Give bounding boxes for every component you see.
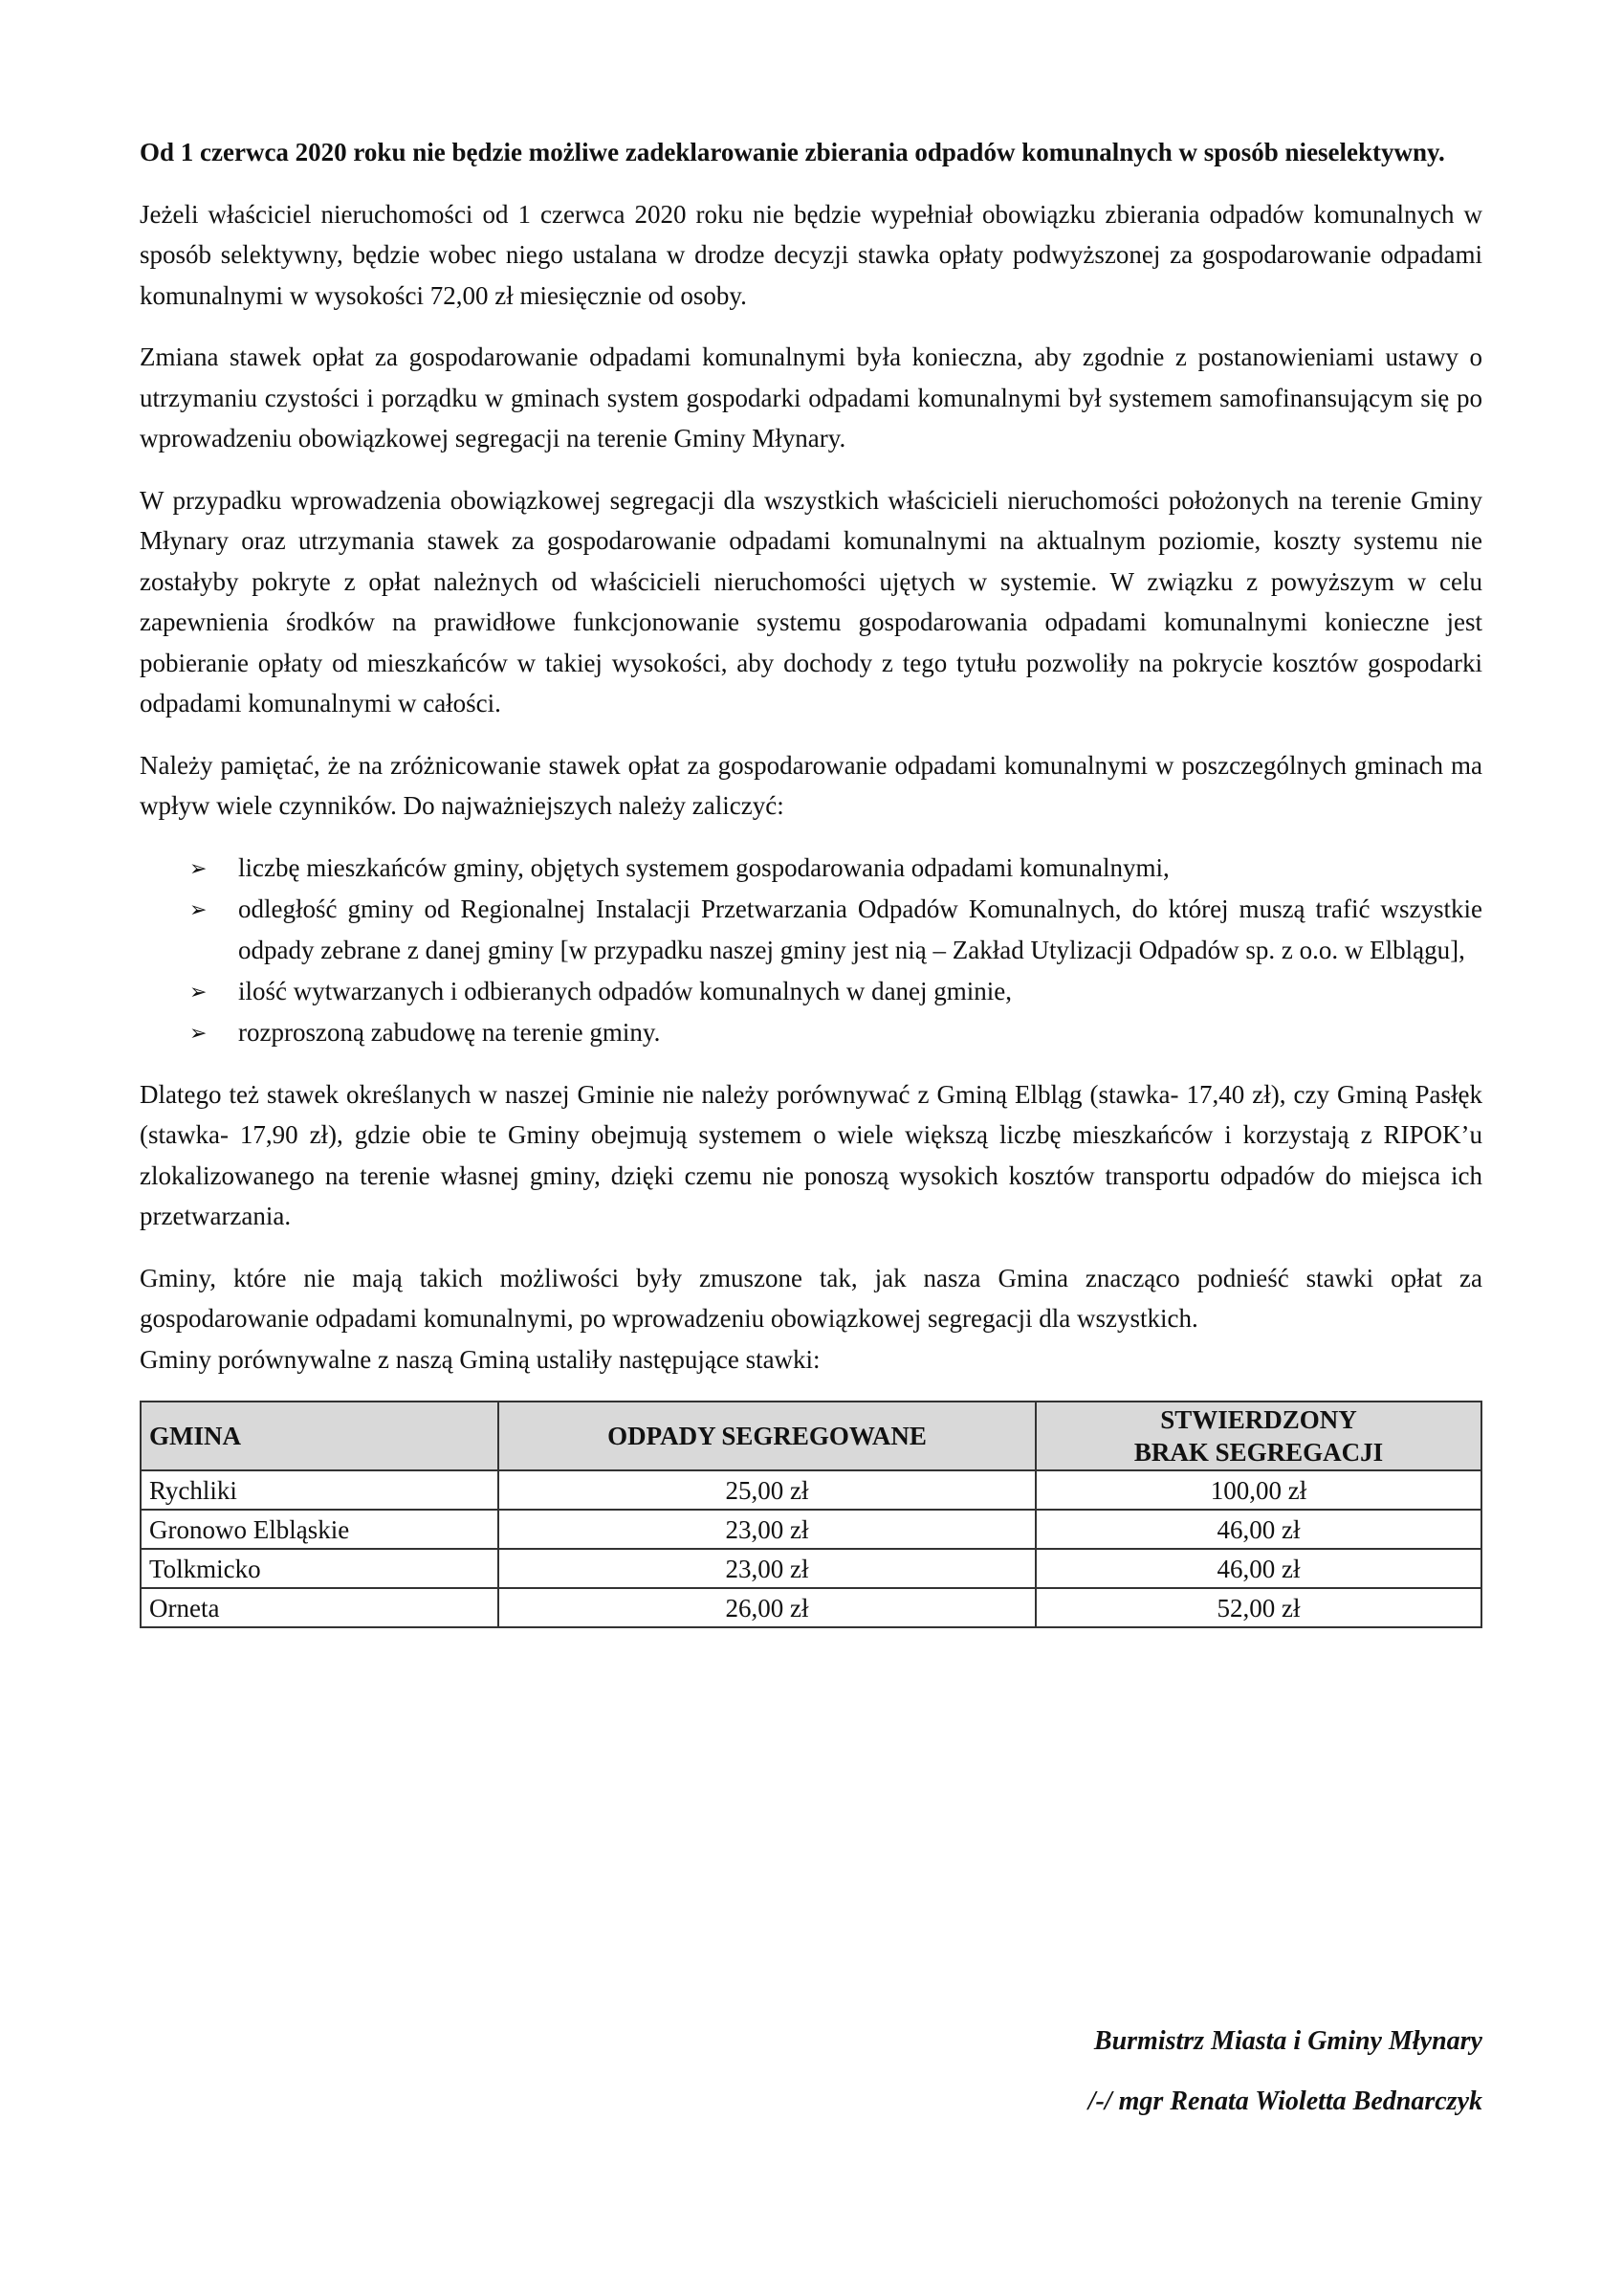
paragraph-other-gminas: Gminy, które nie mają takich możliwości były zmuszone tak, jak nasza Gmina znacząco podnieść stawki opłat za gospodarowanie odpadami komunalnymi, po wprowadzeniu obowiązkowej segregacji dla wszystkich. xyxy=(140,1263,1482,1333)
factors-list xyxy=(140,848,1482,1053)
list-item: ➢ rozproszoną zabudowę na terenie gminy. xyxy=(140,1012,1482,1053)
list-item: ➢ ilość wytwarzanych i odbieranych odpadów komunalnych w danej gminie, xyxy=(140,971,1482,1012)
rates-table xyxy=(140,1401,1482,1628)
table-header-row xyxy=(141,1402,1481,1470)
list-item: ➢ liczbę mieszkańców gminy, objętych systemem gospodarowania odpadami komunalnymi, xyxy=(140,848,1482,889)
paragraph-rate-change: Zmiana stawek opłat za gospodarowanie odpadami komunalnymi była konieczna, aby zgodnie z postanowieniami ustawy o utrzymaniu czystości i porządku w gminach system gospodarki odpadami komunalnymi był systemem samofinansującym się po wprowadzeniu obowiązkowej segregacji na terenie Gminy Młynary. xyxy=(140,342,1482,453)
document-heading: Od 1 czerwca 2020 roku nie będzie możliwe zadeklarowanie zbierania odpadów komunalnych w sposób nieselektywny. xyxy=(140,138,1445,166)
arrow-bullet-icon: ➢ xyxy=(189,896,208,921)
signature-name: /-/ mgr Renata Wioletta Bednarczyk xyxy=(1087,2086,1482,2116)
paragraph-comparison: Dlatego też stawek określanych w naszej Gminie nie należy porównywać z Gminą Elbląg (stawka- 17,40 zł), czy Gminą Pasłęk (stawka- 17,90 zł), gdzie obie te Gminy obejmują systemem o wiele większą liczbę mieszkańców i korzystają z RIPOK’u zlokalizowanego na terenie własnej gminy, dzięki czemu nie ponoszą wysokich kosztów transportu odpadów do miejsca ich przetwarzania. xyxy=(140,1079,1482,1230)
paragraph-table-intro: Gminy porównywalne z naszą Gminą ustaliły następujące stawki: xyxy=(140,1344,821,1374)
table-row: Orneta 26,00 zł 52,00 zł xyxy=(141,1588,1481,1627)
header-no-segregation: STWIERDZONY BRAK SEGREGACJI xyxy=(1036,1402,1481,1470)
table-row: Gronowo Elbląskie 23,00 zł 46,00 zł xyxy=(141,1510,1481,1549)
paragraph-higher-fee: Jeżeli właściciel nieruchomości od 1 czerwca 2020 roku nie będzie wypełniał obowiązku zbierania odpadów komunalnych w sposób selektywny, będzie wobec niego ustalana w drodze decyzji stawka opłaty podwyższonej za gospodarowanie odpadami komunalnymi w wysokości 72,00 zł miesięcznie od osoby. xyxy=(140,199,1482,310)
paragraph-factors-intro: Należy pamiętać, że na zróżnicowanie stawek opłat za gospodarowanie odpadami komunalnymi w poszczególnych gminach ma wpływ wiele czynników. Do najważniejszych należy zaliczyć: xyxy=(140,750,1482,820)
table-row: Tolkmicko 23,00 zł 46,00 zł xyxy=(141,1549,1481,1588)
document-page xyxy=(140,132,1482,1628)
paragraph-mandatory-segregation: W przypadku wprowadzenia obowiązkowej segregacji dla wszystkich właścicieli nieruchomości położonych na terenie Gminy Młynary oraz utrzymania stawek za gospodarowanie odpadami komunalnymi na aktualnym poziomie, koszty systemu nie zostałyby pokryte z opłat należnych od właścicieli nieruchomości ujętych w systemie. W związku z powyższym w celu zapewnienia środków na prawidłowe funkcjonowanie systemu gospodarowania odpadami komunalnymi konieczne jest pobieranie opłaty od mieszkańców w takiej wysokości, aby dochody z tego tytułu pozwoliły na pokrycie kosztów gospodarki odpadami komunalnymi w całości. xyxy=(140,485,1482,718)
arrow-bullet-icon: ➢ xyxy=(189,1020,208,1045)
list-item: ➢ odległość gminy od Regionalnej Instalacji Przetwarzania Odpadów Komunalnych, do której muszą trafić wszystkie odpady zebrane z danej gminy [w przypadku naszej gminy jest nią – Zakład Utylizacji Odpadów sp. z o.o. w Elblągu], xyxy=(140,889,1482,971)
signature-title: Burmistrz Miasta i Gminy Młynary xyxy=(1093,2026,1482,2056)
table-row: Rychliki 25,00 zł 100,00 zł xyxy=(141,1470,1481,1510)
arrow-bullet-icon: ➢ xyxy=(189,855,208,880)
arrow-bullet-icon: ➢ xyxy=(189,979,208,1004)
header-segregated: ODPADY SEGREGOWANE xyxy=(498,1402,1036,1470)
header-gmina: GMINA xyxy=(141,1402,498,1470)
